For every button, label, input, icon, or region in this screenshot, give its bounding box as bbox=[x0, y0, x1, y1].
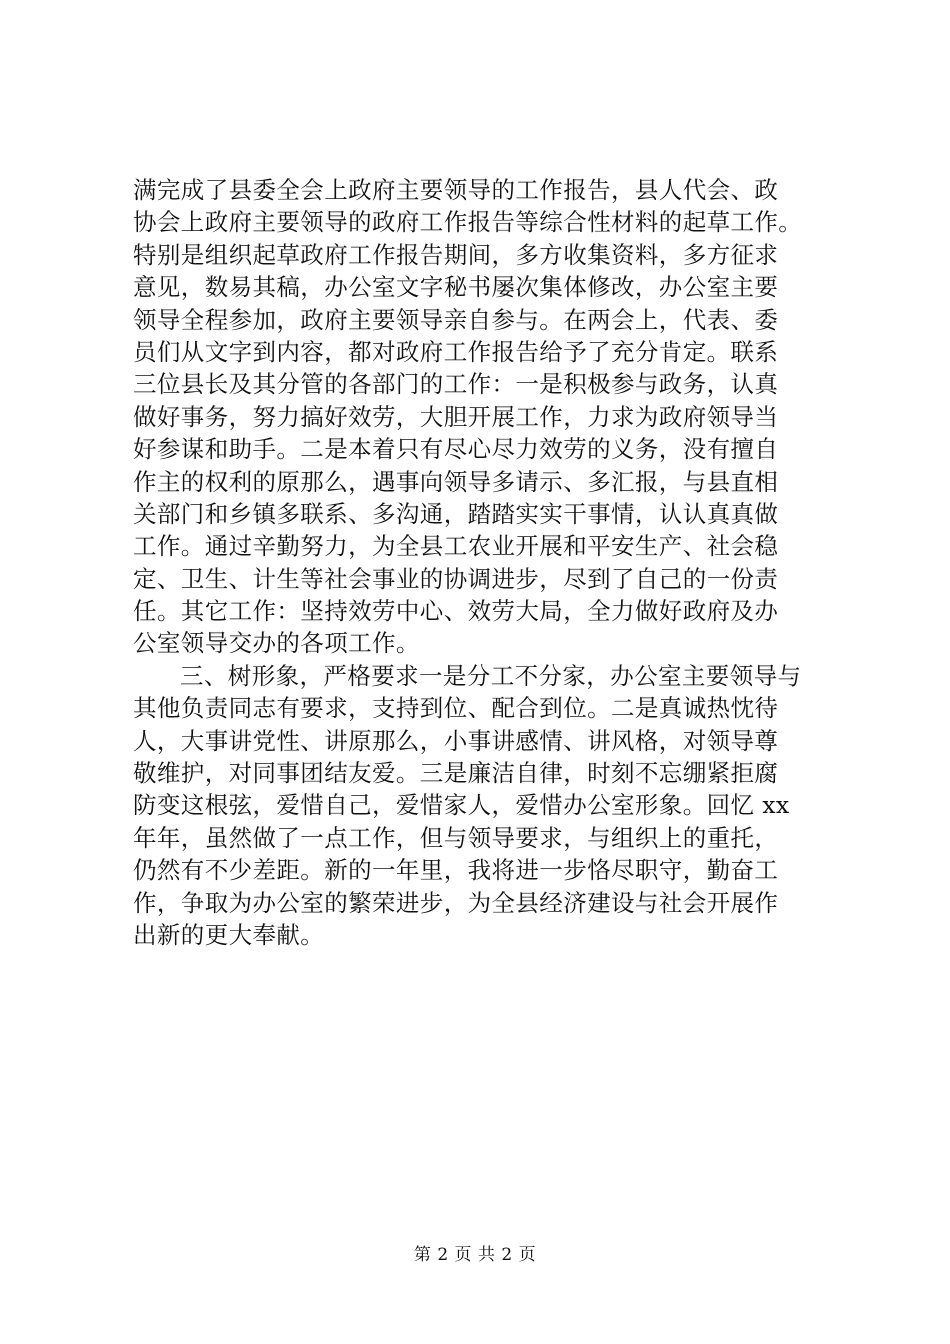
text-line: 特别是组织起草政府工作报告期间，多方收集资料，多方征求 bbox=[133, 240, 779, 269]
text-line: 满完成了县委全会上政府主要领导的工作报告，县人代会、政 bbox=[133, 176, 779, 204]
text-line: 好参谋和助手。二是本着只有尽心尽力效劳的义务，没有擅自 bbox=[133, 435, 779, 464]
text-line: 人，大事讲党性、讲原那么，小事讲感情、讲风格，对领导尊 bbox=[133, 726, 779, 755]
text-line: 领导全程参加，政府主要领导亲自参与。在两会上，代表、委 bbox=[133, 305, 779, 334]
text-line: 作主的权利的原那么，遇事向领导多请示、多汇报，与县直相 bbox=[133, 467, 779, 496]
text-line: 其他负责同志有要求，支持到位、配合到位。二是真诚热忱待 bbox=[133, 694, 779, 723]
text-line: 关部门和乡镇多联系、多沟通，踏踏实实干事情，认认真真做 bbox=[133, 499, 779, 528]
text-line: 防变这根弦，爱惜自己，爱惜家人，爱惜办公室形象。回忆 xx bbox=[133, 791, 790, 820]
text-line: 仍然有不少差距。新的一年里，我将进一步恪尽职守，勤奋工 bbox=[133, 856, 779, 885]
page-number-label: 第 2 页 共 2 页 bbox=[413, 1245, 537, 1265]
text-line: 任。其它工作：坚持效劳中心、效劳大局，全力做好政府及办 bbox=[133, 597, 779, 626]
text-line: 定、卫生、计生等社会事业的协调进步，尽到了自己的一份责 bbox=[133, 564, 779, 593]
text-line: 出新的更大奉献。 bbox=[133, 920, 325, 949]
text-line: 作，争取为办公室的繁荣进步，为全县经济建设与社会开展作 bbox=[133, 888, 779, 917]
paragraph-start-line: 三、树形象，严格要求一是分工不分家，办公室主要领导与 bbox=[180, 661, 802, 690]
text-line: 年年，虽然做了一点工作，但与领导要求，与组织上的重托， bbox=[133, 823, 779, 852]
text-line: 员们从文字到内容，都对政府工作报告给予了充分肯定。联系 bbox=[133, 337, 779, 366]
text-line: 做好事务，努力搞好效劳，大胆开展工作，力求为政府领导当 bbox=[133, 402, 779, 431]
text-line: 意见，数易其稿，办公室文字秘书屡次集体修改，办公室主要 bbox=[133, 273, 779, 302]
text-line: 敬维护，对同事团结友爱。三是廉洁自律，时刻不忘绷紧拒腐 bbox=[133, 759, 779, 788]
text-line: 协会上政府主要领导的政府工作报告等综合性材料的起草工作。 bbox=[133, 208, 803, 237]
body-text bbox=[133, 174, 823, 951]
text-line: 三位县长及其分管的各部门的工作：一是积极参与政务，认真 bbox=[133, 370, 779, 399]
text-line: 公室领导交办的各项工作。 bbox=[133, 629, 420, 658]
text-line: 工作。通过辛勤努力，为全县工农业开展和平安生产、社会稳 bbox=[133, 532, 779, 561]
page-footer bbox=[0, 1244, 950, 1266]
